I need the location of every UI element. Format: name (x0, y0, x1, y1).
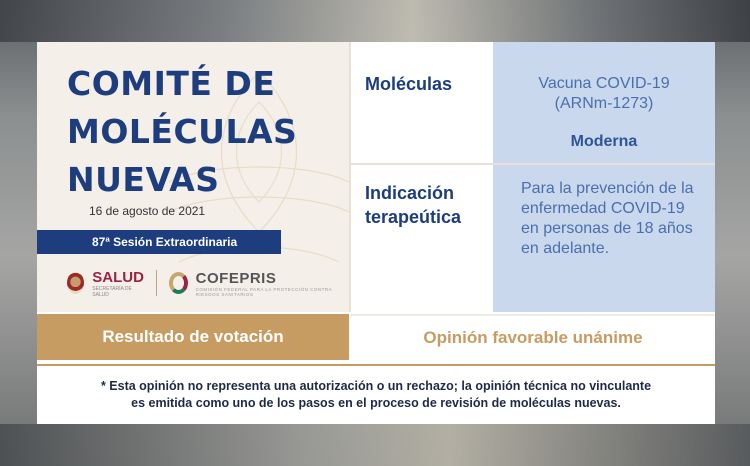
disclaimer-line-1: * Esta opinión no representa una autorización o un rechazo; la opinión técnica no vinculante (100, 379, 652, 393)
logo-divider (156, 270, 157, 296)
salud-logo-subtitle: SECRETARÍA DE SALUD (92, 285, 132, 298)
indication-label-line-2: terapeútica (365, 207, 462, 227)
molecules-value-line-2: (ARNm-1273) (554, 95, 654, 112)
molecules-value (493, 42, 715, 163)
title-line-3: NUEVAS (67, 160, 220, 199)
info-card (37, 42, 715, 424)
indication-label (351, 165, 493, 312)
molecules-brand: Moderna (570, 133, 638, 150)
title-line-1: COMITÉ DE (67, 64, 276, 103)
salud-seal-icon (67, 272, 84, 294)
title-line-2: MOLÉCULAS (67, 112, 298, 151)
cofepris-emblem-icon (169, 272, 188, 294)
salud-logo (92, 269, 144, 298)
molecules-value-line-1: Vacuna COVID-19 (538, 75, 670, 92)
molecules-label: Moléculas (351, 42, 493, 163)
left-panel (37, 42, 349, 312)
salud-logo-text: SALUD (92, 268, 144, 286)
cofepris-logo-text: COFEPRIS (195, 269, 277, 287)
background-blur-top (0, 0, 750, 42)
background-blur-bottom (0, 424, 750, 466)
session-badge: 87ª Sesión Extraordinaria (37, 230, 281, 254)
disclaimer-note (37, 364, 715, 424)
logos-row (67, 266, 349, 300)
disclaimer-line-2: es emitida como uno de los pasos en el proceso de revisión de moléculas nuevas. (131, 396, 621, 410)
vote-result-value: Opinión favorable unánime (351, 314, 715, 360)
session-date: 16 de agosto de 2021 (89, 204, 206, 218)
cofepris-logo (196, 270, 349, 297)
vote-result-label: Resultado de votación (37, 314, 349, 360)
page-title (67, 60, 337, 204)
indication-label-line-1: Indicación (365, 183, 455, 203)
indication-value: Para la prevención de la enfermedad COVID-19 en personas de 18 años en adelante. (493, 165, 715, 312)
cofepris-logo-subtitle: COMISIÓN FEDERAL PARA LA PROTECCIÓN CONTRA RIESGOS SANITARIOS (195, 286, 332, 297)
